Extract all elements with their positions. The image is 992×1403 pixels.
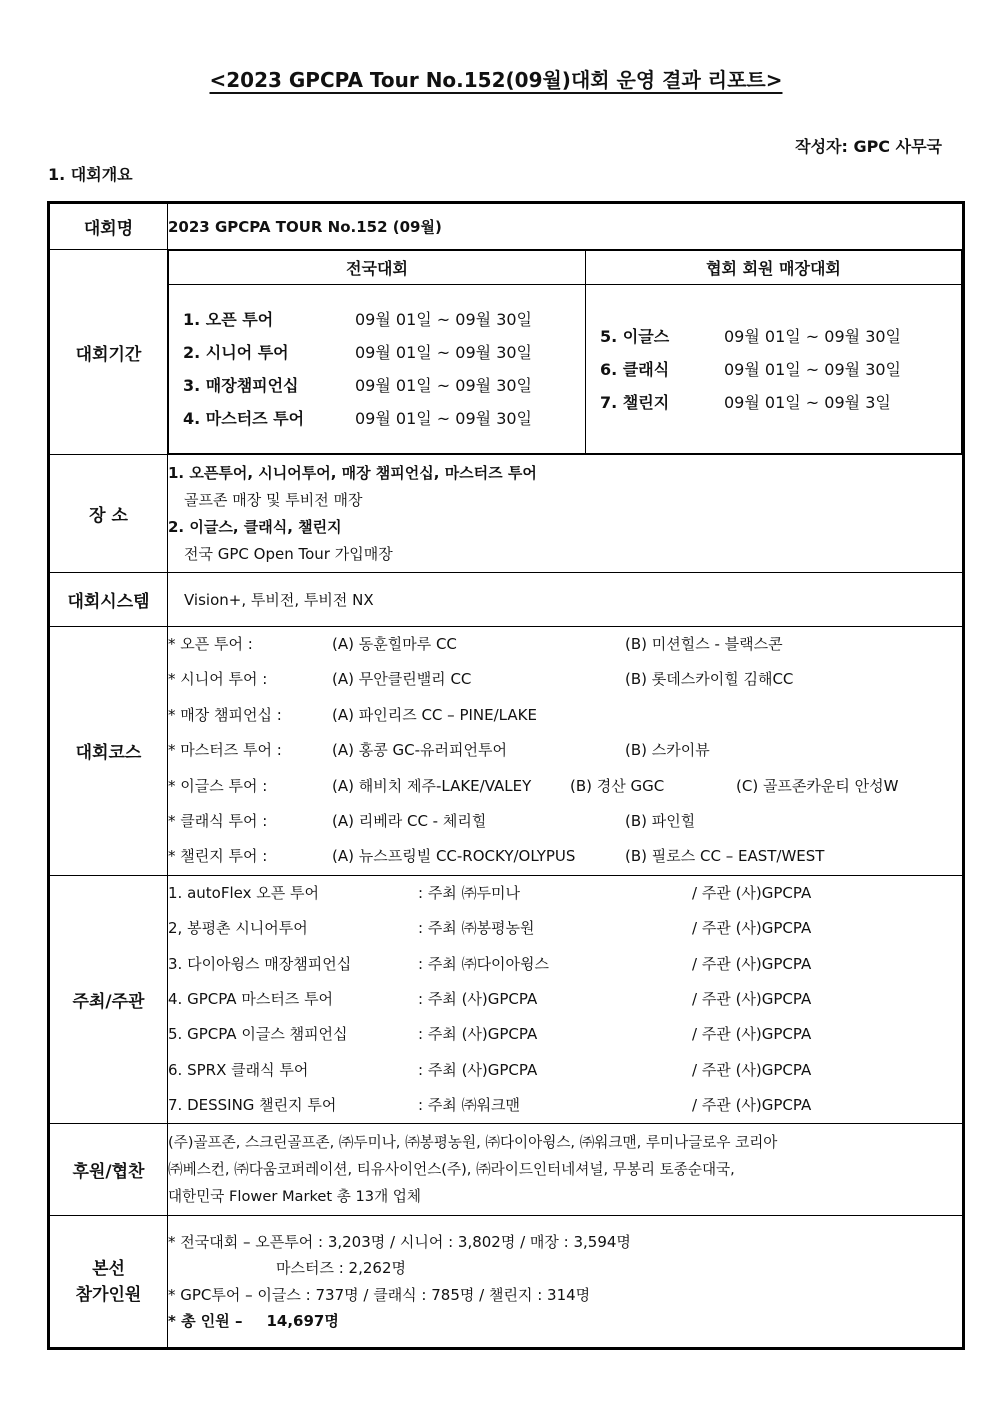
row-hosts bbox=[49, 875, 964, 1124]
row-venue bbox=[49, 455, 964, 573]
member-item: 5. 이글스 09월 01일 ~ 09월 30일 bbox=[600, 326, 902, 346]
report-title: <2023 GPCPA Tour No.152(09월)대회 운영 결과 리포트> bbox=[209, 68, 783, 92]
row-participants bbox=[49, 1216, 964, 1349]
row-courses bbox=[49, 627, 964, 876]
host-item: 6. SPRX 클래식 투어 : 주최 (사)GPCPA / 주관 (사)GPCPA bbox=[168, 1060, 812, 1079]
value-name: 2023 GPCPA TOUR No.152 (09월) bbox=[168, 203, 964, 250]
course-item: * 이글스 투어 : (A) 해비치 제주-LAKE/VALEY (B) 경산 GGC (C) 골프존카운티 안성W bbox=[168, 776, 899, 795]
venue-line: 1. 오픈투어, 시니어투어, 매장 챔피언십, 마스터즈 투어 bbox=[168, 463, 537, 482]
course-item: * 클래식 투어 : (A) 리베라 CC - 체리힐 (B) 파인힐 bbox=[168, 811, 696, 830]
row-system bbox=[49, 573, 964, 627]
national-item: 4. 마스터즈 투어 09월 01일 ~ 09월 30일 bbox=[183, 409, 533, 428]
label-hosts: 주최/주관 bbox=[49, 875, 168, 1124]
member-item: 7. 챌린지 09월 01일 ~ 09월 3일 bbox=[600, 392, 891, 412]
host-item: 4. GPCPA 마스터즈 투어 : 주최 (사)GPCPA / 주관 (사)GPCPA bbox=[168, 989, 812, 1008]
overview-table bbox=[47, 201, 965, 1350]
label-venue: 장 소 bbox=[49, 455, 168, 573]
header-national: 전국대회 bbox=[169, 251, 586, 285]
sponsor-line: ㈜베스컨, ㈜다움코퍼레이션, 티유사이언스(주), ㈜라이드인터네셔널, 무봉리 토종순대국, bbox=[168, 1161, 735, 1179]
participants-line: * 전국대회 – 오픈투어 : 3,203명 / 시니어 : 3,802명 / 매장 : 3,594명 bbox=[168, 1232, 631, 1251]
section-heading: 1. 대회개요 bbox=[48, 165, 133, 184]
course-item: * 오픈 투어 : (A) 동훈힐마루 CC (B) 미션힐스 - 블랙스콘 bbox=[168, 635, 783, 653]
row-sponsors bbox=[49, 1124, 964, 1216]
label-participants-1: 본선 bbox=[92, 1258, 125, 1279]
course-item: * 매장 챔피언십 : (A) 파인리즈 CC – PINE/LAKE bbox=[168, 705, 537, 724]
national-item: 1. 오픈 투어 09월 01일 ~ 09월 30일 bbox=[183, 310, 533, 329]
host-item: 1. autoFlex 오픈 투어 : 주최 ㈜두미나 / 주관 (사)GPCPA bbox=[168, 883, 812, 902]
label-sponsors: 후원/협찬 bbox=[49, 1124, 168, 1216]
label-period: 대회기간 bbox=[49, 250, 168, 455]
course-item: * 시니어 투어 : (A) 무안클린밸리 CC (B) 롯데스카이힐 김해CC bbox=[168, 670, 794, 689]
course-item: * 마스터즈 투어 : (A) 홍콩 GC-유러피언투어 (B) 스카이뷰 bbox=[168, 741, 710, 760]
sponsor-line: 대한민국 Flower Market 총 13개 업체 bbox=[168, 1188, 422, 1206]
host-item: 2, 봉평촌 시니어투어 : 주최 ㈜봉평농원 / 주관 (사)GPCPA bbox=[168, 919, 812, 938]
course-item: * 챌린지 투어 : (A) 뉴스프링빌 CC-ROCKY/OLYPUS (B) 필로스 CC – EAST/WEST bbox=[168, 847, 825, 866]
row-period bbox=[49, 250, 964, 455]
participants-total: * 총 인원 – 14,697명 bbox=[168, 1312, 339, 1331]
label-participants-2: 참가인원 bbox=[75, 1284, 142, 1305]
national-list bbox=[169, 285, 586, 454]
member-list bbox=[586, 285, 962, 454]
host-item: 5. GPCPA 이글스 챔피언십 : 주최 (사)GPCPA / 주관 (사)GPCPA bbox=[168, 1025, 812, 1044]
participants-line: * GPC투어 – 이글스 : 737명 / 클래식 : 785명 / 챌린지 : 314명 bbox=[168, 1285, 591, 1304]
label-name: 대회명 bbox=[49, 203, 168, 250]
venue-line: 2. 이글스, 클래식, 챌린지 bbox=[168, 517, 342, 536]
sponsor-line: (주)골프존, 스크린골프존, ㈜두미나, ㈜봉평농원, ㈜다이아윙스, ㈜워크맨, 루미나글로우 코리아 bbox=[168, 1134, 778, 1152]
national-item: 2. 시니어 투어 09월 01일 ~ 09월 30일 bbox=[183, 343, 533, 362]
participants-line: 마스터즈 : 2,262명 bbox=[276, 1259, 406, 1278]
label-system: 대회시스템 bbox=[49, 573, 168, 627]
venue-line: 전국 GPC Open Tour 가입매장 bbox=[184, 544, 393, 563]
member-item: 6. 클래식 09월 01일 ~ 09월 30일 bbox=[600, 359, 902, 379]
author-label: 작성자: GPC 사무국 bbox=[795, 137, 942, 156]
host-item: 3. 다이아윙스 매장챔피언십 : 주최 ㈜다이아윙스 / 주관 (사)GPCPA bbox=[168, 954, 812, 973]
national-item: 3. 매장챔피언십 09월 01일 ~ 09월 30일 bbox=[183, 376, 533, 395]
label-courses: 대회코스 bbox=[49, 627, 168, 876]
venue-line: 골프존 매장 및 투비전 매장 bbox=[184, 490, 363, 509]
value-system: Vision+, 투비전, 투비전 NX bbox=[168, 573, 964, 627]
row-name bbox=[49, 203, 964, 250]
header-member: 협회 회원 매장대회 bbox=[586, 251, 962, 285]
period-subtable bbox=[168, 250, 962, 454]
host-item: 7. DESSING 챌린지 투어 : 주최 ㈜워크맨 / 주관 (사)GPCPA bbox=[168, 1096, 812, 1115]
